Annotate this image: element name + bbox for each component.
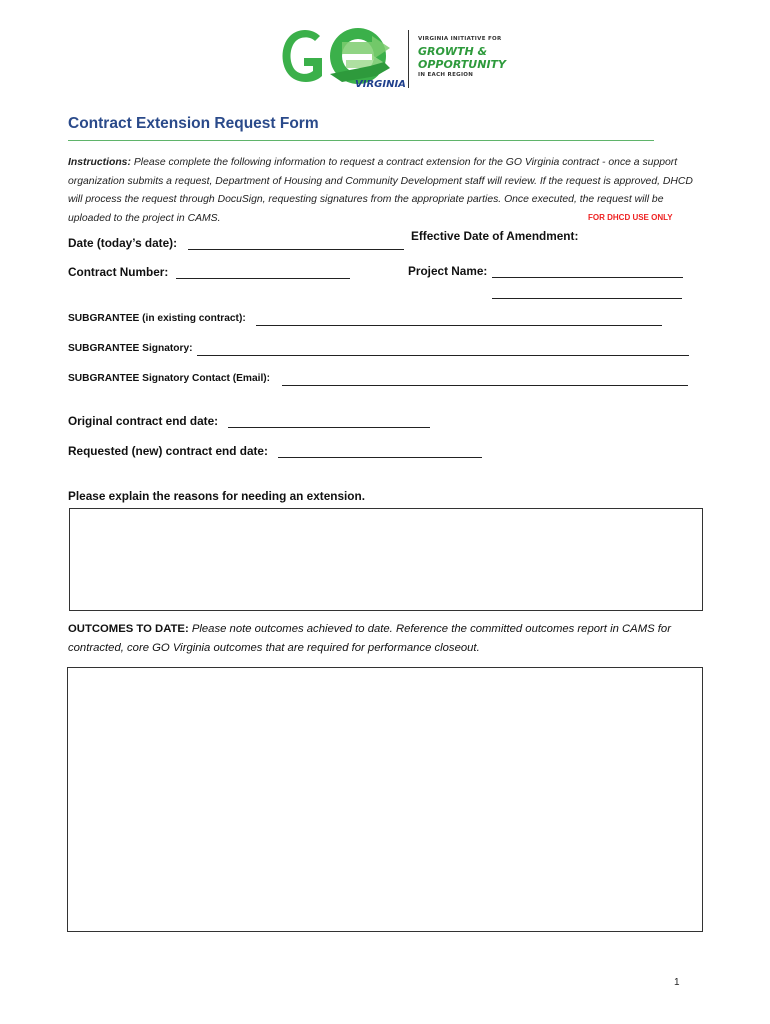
- logo-divider: [408, 30, 409, 88]
- date-field[interactable]: [188, 249, 404, 250]
- page-number: 1: [674, 977, 680, 988]
- reasons-label: Please explain the reasons for needing an extension.: [68, 489, 365, 503]
- subgrantee-label: SUBGRANTEE (in existing contract):: [68, 313, 246, 324]
- logo-tagline-bottom: IN EACH REGION: [418, 72, 474, 78]
- outcomes-text: Please note outcomes achieved to date. Reference the committed outcomes report in CAMS for contracted, core GO Virginia outcomes that are required for performance closeout.: [68, 623, 671, 654]
- original-end-date-field[interactable]: [228, 427, 430, 428]
- original-end-date-label: Original contract end date:: [68, 414, 219, 428]
- subgrantee-signatory-label: SUBGRANTEE Signatory:: [68, 343, 193, 354]
- subgrantee-field[interactable]: [256, 325, 662, 326]
- date-label: Date (today’s date):: [68, 236, 178, 250]
- logo-tagline-top: VIRGINIA INITIATIVE FOR: [418, 36, 502, 42]
- contract-number-label: Contract Number:: [68, 265, 169, 279]
- subgrantee-signatory-field[interactable]: [197, 355, 689, 356]
- logo-tagline-growth: GROWTH &: [418, 45, 488, 58]
- contract-number-field[interactable]: [176, 278, 350, 279]
- outcomes-textbox[interactable]: [67, 667, 703, 932]
- project-name-field[interactable]: [492, 277, 683, 278]
- logo-tagline-opportunity: OPPORTUNITY: [418, 58, 507, 71]
- outcomes-paragraph: [68, 620, 708, 657]
- project-name-label: Project Name:: [408, 264, 488, 278]
- subgrantee-email-label: SUBGRANTEE Signatory Contact (Email):: [68, 373, 271, 384]
- outcomes-label: OUTCOMES TO DATE:: [68, 623, 189, 635]
- page-title: Contract Extension Request Form: [68, 115, 319, 132]
- virginia-wordmark: VIRGINIA: [355, 79, 406, 90]
- subgrantee-email-field[interactable]: [282, 385, 688, 386]
- effective-date-label: Effective Date of Amendment:: [411, 229, 579, 243]
- title-underline: [68, 140, 654, 141]
- project-name-field-line2[interactable]: [492, 298, 682, 299]
- instructions-label: Instructions:: [68, 157, 131, 168]
- instructions-text: Please complete the following information to request a contract extension for the GO Virginia contract - once a support organization submits a request, Department of Housing and Community Development staff will review. If the request is approved, DHCD will process the request through DocuSign, requesting signatures from the appropriate parties. Once executed, the request will be uploaded to the project in CAMS.: [68, 157, 693, 224]
- requested-end-date-field[interactable]: [278, 457, 482, 458]
- dhcd-use-only-note: FOR DHCD USE ONLY: [588, 213, 673, 222]
- reasons-textbox[interactable]: [69, 508, 703, 611]
- requested-end-date-label: Requested (new) contract end date:: [68, 444, 268, 458]
- go-virginia-logo: [272, 22, 512, 94]
